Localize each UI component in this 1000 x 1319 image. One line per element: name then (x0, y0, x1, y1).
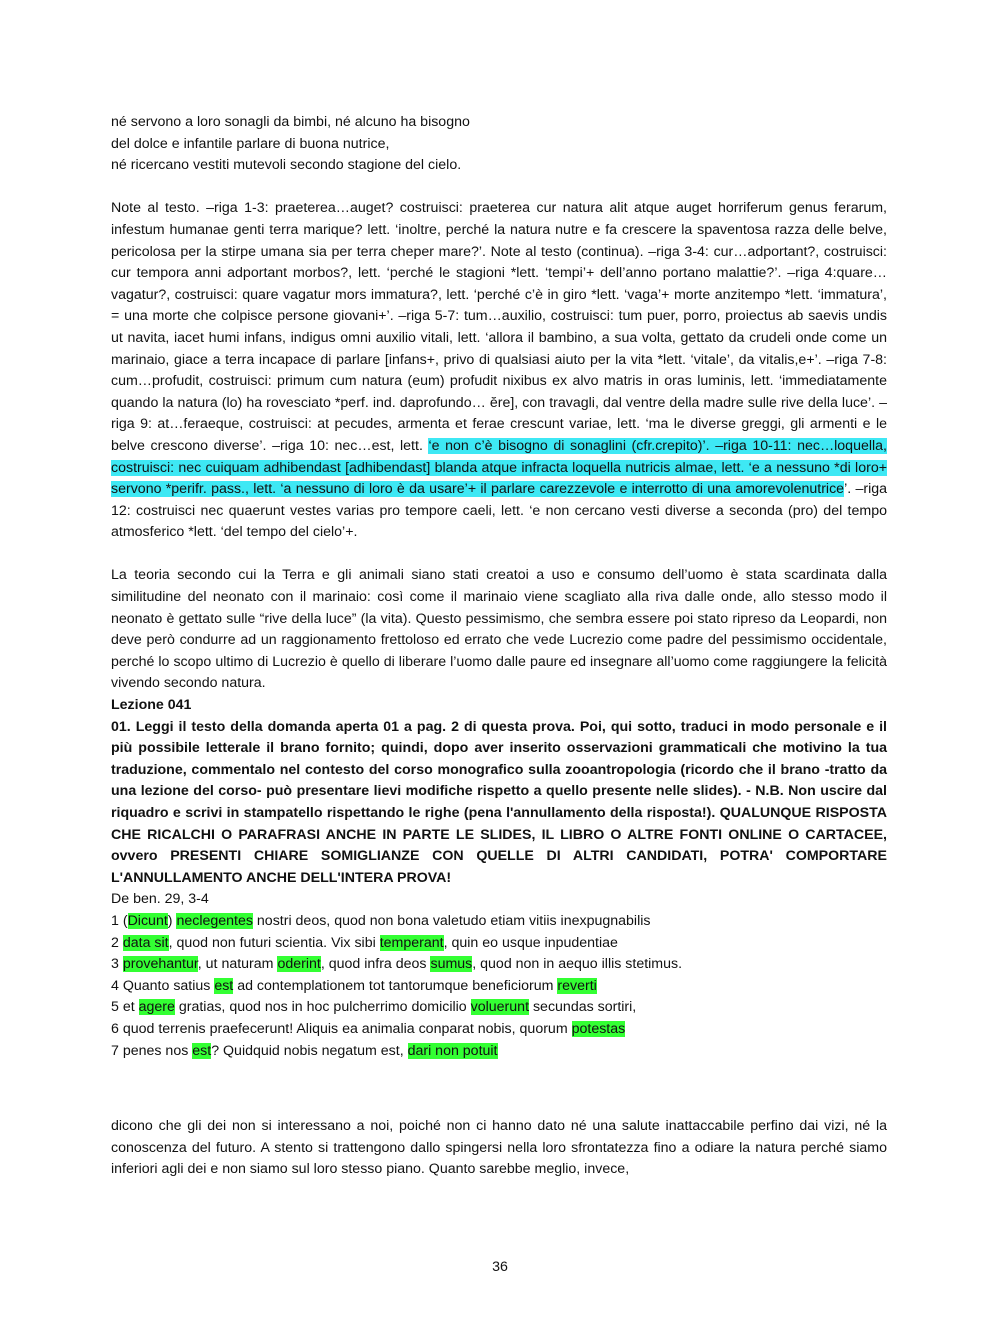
notes-text: Note al testo. –riga 1-3: praeterea…auget? costruisci: praeterea cur natura alit atque auget horriferum genus ferarum, infestum humanae genti terra marique? lett. ‘inoltre, perché la natura nutre e fa crescere la spaventosa razza delle belve, pericolosa per la stirpe umana sia per terra cheper mare?’. Note al testo (continua). –riga 3-4: cur…adportant?, costruisci: cur tempora anni adportant morbos?, lett. ‘perché le stagioni *lett. ‘tempi’+ dell’anno portano malattie?’. –riga 4:quare…vagatur?, costruisci: quare vagatur mors immatura?, lett. ‘perché c’è in giro *lett. ‘vaga’+ morte anzitempo *lett. ‘immatura’, = una morte che colpisce persone giovani+’. –riga 5-7: tum…auxilio, costruisci: tum puer, porro, proiectus ab saevis undis ut navita, iacet humi infans, indigus omni auxilio vitali, lett. ‘allora il bambino, a sua volta, gettato da crudeli onde come un marinaio, giace a terra incapace di parlare [infans+, privo di qualsiasi aiuto per la vita *lett. ‘vitale’, da vitalis,e+’. –riga 7-8: cum…profudit, costruisci: primum cum natura (eum) profudit nixibus ex alvo matris in oras luminis, lett. ‘immediatamente quando la natura (lo) ha rovesciato *perf. ind. daprofundo… ĕre], con travagli, dal ventre della madre sulle rive della luce’. –riga 9: at…feraeque, costruisci: at pecudes, armenta et ferae crescunt variae, lett. ‘ma le diverse greggi, gli armenti e le belve crescono diverse’. –riga 10: nec…est, lett. (111, 200, 887, 454)
notes-text-end: ’. –riga 12: costruisci nec quaerunt vestes varias pro tempore caeli, lett. ‘e non cercano vesti diverse a seconda (pro) del tempo atmosferico *lett. ‘del tempo del cielo’+. (111, 481, 887, 541)
lesson-title: Lezione 041 (111, 697, 192, 714)
highlighted-word: data sit (122, 934, 169, 951)
notes-highlighted-text: ‘e non c’è bisogno di sonaglini (cfr.crepito)’. –riga 10-11: nec…loquella, costruisci: nec cuiquam adhibendast [adhibendast] blanda atque infracta loquella nutricis almae, lett. ‘e a nessuno *di loro+ servono *perifr. pass., lett. ‘a nessuno di loro è da usare’+ il parlare carezzevole e interrotto di una amorevolenutrice (111, 437, 887, 498)
highlighted-word: dari non potuit (407, 1042, 498, 1059)
latin-line-7: 7 penes nos est? Quidquid nobis negatum est, dari non potuit (111, 1042, 498, 1059)
notes-paragraph (111, 198, 887, 544)
highlighted-word: temperant (379, 934, 444, 951)
latin-line-6: 6 quod terrenis praefecerunt! Aliquis ea animalia conparat nobis, quorum potestas (111, 1020, 626, 1037)
latin-line-1: 1 (Dicunt) neclegentes nostri deos, quod non bona valetudo etiam vitiis inexpugnabilis (111, 912, 651, 929)
translation-paragraph: dicono che gli dei non si interessano a noi, poiché non ci hanno dato né una salute inattaccabile perfino dai vizi, né la conoscenza del futuro. A stento si trattengono dallo spingersi nella loro sfrontatezza fino a odiare la natura perché siamo inferiori agli dei e non siamo sul loro stesso piano. Quanto sarebbe meglio, invece, (111, 1118, 887, 1178)
latin-line-5: 5 et agere gratias, quod nos in hoc pulcherrimo domicilio voluerunt secundas sortiri, (111, 999, 637, 1016)
highlighted-word: oderint (277, 956, 321, 973)
poem-line: né servono a loro sonagli da bimbi, né alcuno ha bisogno (111, 114, 470, 130)
latin-line-3: 3 provehantur, ut naturam oderint, quod infra deos sumus, quod non in aequo illis stetimus. (111, 956, 683, 973)
document-page (111, 112, 887, 1181)
highlighted-word: neclegentes (176, 912, 253, 929)
highlighted-word: est (192, 1042, 212, 1059)
highlighted-word: sumus (430, 956, 473, 973)
highlighted-word: est (214, 977, 234, 994)
latin-line-2: 2 data sit, quod non futuri scientia. Vix sibi temperant, quin eo usque inpudentiae (111, 934, 618, 951)
poem-line: né ricercano vestiti mutevoli secondo stagione del cielo. (111, 157, 462, 174)
question-paragraph: 01. Leggi il testo della domanda aperta 01 a pag. 2 di questa prova. Poi, qui sotto, traduci in modo personale e il più possibile letterale il brano fornito; quindi, dopo aver inserito osservazioni grammaticali che motivino la tua traduzione, commentalo nel contesto del corso monografico sulla zooantropologia (ricordo che il brano -tratto da una lezione del corso- può presentare lievi modifiche rispetto a quello presente nelle slides). - N.B. Non uscire dal riquadro e scrivi in stampatello rispettando le righe (pena l'annullamento della risposta!). QUALUNQUE RISPOSTA CHE RICALCHI O PARAFRASI ANCHE IN PARTE LE SLIDES, IL LIBRO O ALTRE FONTI ONLINE O CARTACEE, ovvero PRESENTI CHIARE SOMIGLIANZE CON QUELLE DI ALTRI CANDIDATI, POTRA' COMPORTARE L'ANNULLAMENTO ANCHE DELL'INTERA PROVA! (111, 718, 887, 886)
commentary-paragraph: La teoria secondo cui la Terra e gli animali siano stati creatoi a uso e consumo dell’uomo è stata scardinata dalla similitudine del neonato con il marinaio: così come il marinaio viene scagliato alla riva dalle onde, allo stesso modo il neonato è gettato sulle “rive della luce” (la vita). Questo pessimismo, che sembra essere poi stato ripreso da Leopardi, non deve però condurre ad un raggionamento frettoloso ed errato che vede Lucrezio come padre del pessimismo occidentale, perché lo scopo ultimo di Lucrezio è quello di liberare l’uomo dalle paure ed insegnare all’uomo come raggiungere la felicità vivendo secondo natura. (111, 567, 887, 692)
source-reference: De ben. 29, 3-4 (111, 891, 209, 908)
highlighted-word: Dicunt (127, 912, 168, 929)
poem-line: del dolce e infantile parlare di buona nutrice, (111, 135, 390, 152)
highlighted-word: 3 (111, 956, 123, 973)
highlighted-word: agere (138, 999, 175, 1016)
page-number: 36 (492, 1259, 508, 1275)
highlighted-word: provehantur (122, 956, 198, 973)
highlighted-word: voluerunt (470, 999, 530, 1016)
latin-line-4: 4 Quanto satius est ad contemplationem tot tantorumque beneficiorum reverti (111, 977, 597, 994)
highlighted-word: reverti (557, 977, 597, 994)
highlighted-word: potestas (571, 1020, 626, 1037)
